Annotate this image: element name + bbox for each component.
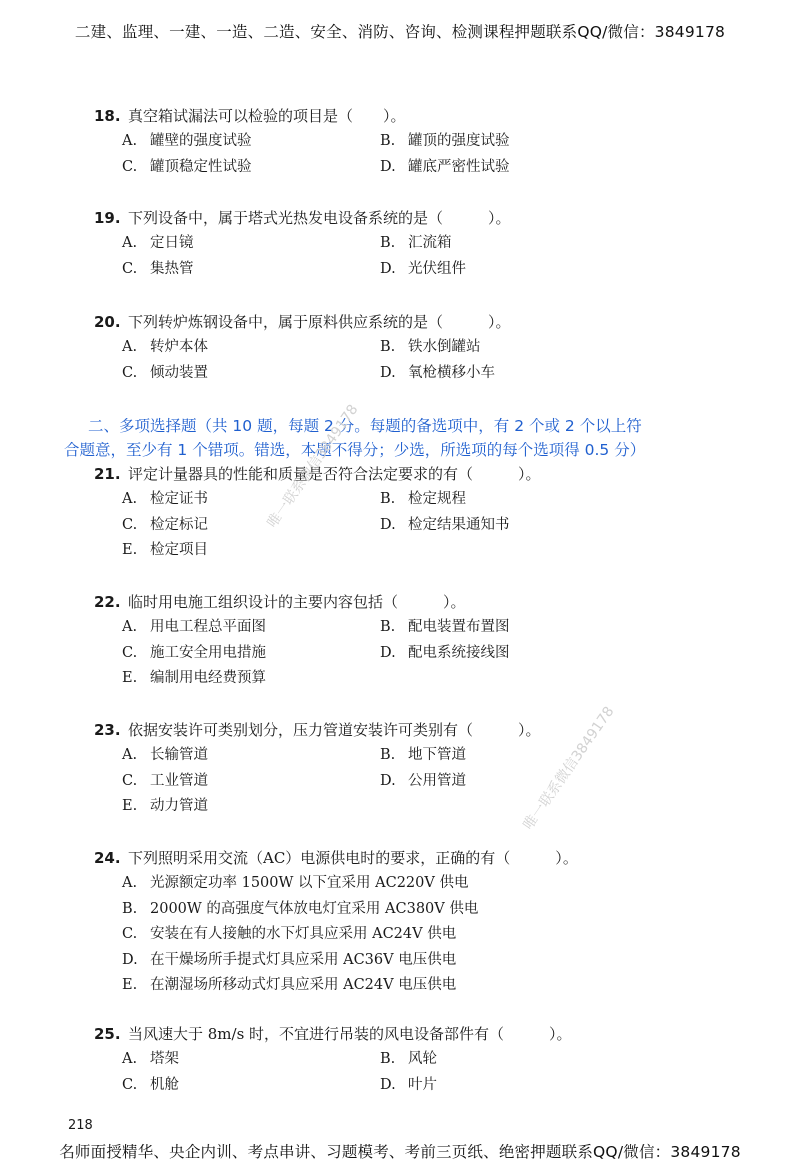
question-text: 下列转炉炼钢设备中，属于原料供应系统的是（ ）。	[128, 313, 511, 331]
question-number: 22.	[94, 593, 121, 611]
option-a	[122, 615, 380, 641]
option-key: B.	[380, 235, 396, 251]
option-text: 光源额定功率 1500W 以下宜采用 AC220V 供电	[150, 875, 469, 891]
option-key: A.	[122, 1051, 138, 1067]
option-e	[122, 666, 380, 692]
question-21	[94, 462, 734, 564]
option-text: 施工安全用电措施	[150, 644, 266, 661]
option-text: 检定结果通知书	[408, 516, 510, 533]
option-b	[380, 615, 638, 641]
option-b	[380, 129, 638, 155]
option-a	[122, 335, 380, 361]
option-key: D.	[380, 260, 396, 277]
option-key: C.	[122, 926, 138, 942]
question-text: 真空箱试漏法可以检验的项目是（ ）。	[128, 107, 406, 125]
option-text: 叶片	[408, 1076, 437, 1093]
question-24	[94, 846, 734, 999]
option-text: 塔架	[150, 1051, 179, 1067]
option-key: E.	[122, 670, 138, 686]
option-key: A.	[122, 339, 138, 355]
option-key: B.	[380, 1051, 396, 1067]
question-22	[94, 590, 734, 692]
option-key: D.	[380, 772, 396, 789]
option-key: B.	[380, 619, 396, 635]
option-key: A.	[122, 875, 138, 891]
option-key: C.	[122, 772, 138, 789]
question-23	[94, 718, 734, 820]
option-list	[122, 231, 734, 282]
question-20	[94, 310, 734, 386]
question-25	[94, 1022, 734, 1098]
option-text: 地下管道	[408, 747, 466, 763]
option-key: B.	[380, 339, 396, 355]
question-text: 下列照明采用交流（AC）电源供电时的要求，正确的有（ ）。	[128, 849, 578, 867]
option-key: E.	[122, 542, 138, 558]
question-number: 23.	[94, 721, 121, 739]
option-text: 安装在有人接触的水下灯具应采用 AC24V 供电	[150, 926, 457, 942]
option-d	[380, 513, 638, 539]
question-stem	[94, 1022, 734, 1047]
option-a	[122, 129, 380, 155]
option-a	[122, 743, 380, 769]
option-d	[380, 1073, 638, 1099]
option-b	[380, 1047, 638, 1073]
option-text: 检定规程	[408, 491, 466, 507]
option-list	[122, 1047, 734, 1098]
option-a	[122, 487, 380, 513]
question-text: 评定计量器具的性能和质量是否符合法定要求的有（ ）。	[128, 465, 541, 483]
option-key: C.	[122, 644, 138, 661]
option-text: 风轮	[408, 1051, 437, 1067]
option-d	[122, 948, 642, 974]
option-key: D.	[380, 516, 396, 533]
option-key: D.	[380, 158, 396, 175]
option-list	[122, 743, 734, 820]
option-list	[122, 487, 734, 564]
option-text: 在潮湿场所移动式灯具应采用 AC24V 电压供电	[150, 977, 457, 993]
option-list	[122, 615, 734, 692]
option-text: 铁水倒罐站	[408, 339, 481, 355]
question-text: 当风速大于 8m/s 时，不宜进行吊装的风电设备部件有（ ）。	[128, 1025, 572, 1043]
question-stem	[94, 104, 734, 129]
option-d	[380, 641, 638, 667]
footer-banner: 名师面授精华、央企内训、考点串讲、习题模考、考前三页纸、绝密押题联系QQ/微信：3849178	[59, 1143, 741, 1161]
option-text: 检定证书	[150, 491, 208, 507]
option-c	[122, 361, 380, 387]
question-19	[94, 206, 734, 282]
option-key: B.	[122, 900, 138, 917]
option-text: 配电系统接线图	[408, 644, 510, 661]
option-d	[380, 361, 638, 387]
option-c	[122, 769, 380, 795]
option-key: B.	[380, 491, 396, 507]
option-d	[380, 257, 638, 283]
option-text: 动力管道	[150, 798, 208, 814]
option-key: A.	[122, 133, 138, 149]
option-text: 编制用电经费预算	[150, 670, 266, 686]
question-number: 18.	[94, 107, 121, 125]
option-text: 罐顶的强度试验	[408, 133, 510, 149]
option-c	[122, 155, 380, 181]
option-c	[122, 257, 380, 283]
question-stem	[94, 846, 734, 871]
option-list	[122, 129, 734, 180]
option-key: B.	[380, 133, 396, 149]
option-key: E.	[122, 977, 138, 993]
option-key: C.	[122, 158, 138, 175]
option-key: C.	[122, 516, 138, 533]
option-text: 长输管道	[150, 747, 208, 763]
option-c	[122, 922, 642, 948]
question-18	[94, 104, 734, 180]
option-b	[380, 231, 638, 257]
option-c	[122, 513, 380, 539]
option-text: 机舱	[150, 1076, 179, 1093]
option-key: C.	[122, 1076, 138, 1093]
option-c	[122, 641, 380, 667]
option-text: 在干燥场所手提式灯具应采用 AC36V 电压供电	[150, 951, 457, 968]
watermark: 唯一联系微信3849178	[520, 703, 618, 833]
option-b	[380, 743, 638, 769]
option-key: B.	[380, 747, 396, 763]
page-number: 218	[68, 1118, 93, 1133]
option-a	[122, 1047, 380, 1073]
question-number: 20.	[94, 313, 121, 331]
header-banner: 二建、监理、一建、一造、二造、安全、消防、咨询、检测课程押题联系QQ/微信：3849178	[74, 23, 726, 41]
question-number: 21.	[94, 465, 121, 483]
section-heading-line-1: 二、多项选择题（共 10 题，每题 2 分。每题的备选项中，有 2 个或 2 个以上符	[88, 417, 642, 435]
option-list	[122, 335, 734, 386]
option-a	[122, 231, 380, 257]
option-text: 倾动装置	[150, 364, 208, 381]
option-b	[380, 487, 638, 513]
option-text: 定日镜	[150, 235, 194, 251]
question-number: 19.	[94, 209, 121, 227]
option-d	[380, 155, 638, 181]
question-text: 依据安装许可类别划分，压力管道安装许可类别有（ ）。	[128, 721, 541, 739]
option-text: 检定标记	[150, 516, 208, 533]
option-text: 配电装置布置图	[408, 619, 510, 635]
option-text: 检定项目	[150, 542, 208, 558]
option-key: C.	[122, 364, 138, 381]
option-text: 汇流箱	[408, 235, 452, 251]
option-key: C.	[122, 260, 138, 277]
watermark: 唯一联系微信3849178	[264, 401, 362, 531]
option-e	[122, 538, 380, 564]
section-heading	[64, 414, 724, 462]
option-a	[122, 871, 642, 897]
question-stem	[94, 590, 734, 615]
option-text: 工业管道	[150, 772, 208, 789]
option-text: 光伏组件	[408, 260, 466, 277]
option-c	[122, 1073, 380, 1099]
option-text: 罐顶稳定性试验	[150, 158, 252, 175]
question-number: 25.	[94, 1025, 121, 1043]
option-text: 公用管道	[408, 772, 466, 789]
option-key: A.	[122, 235, 138, 251]
option-text: 氧枪横移小车	[408, 364, 495, 381]
option-b	[380, 335, 638, 361]
option-e	[122, 794, 380, 820]
option-key: E.	[122, 798, 138, 814]
option-key: A.	[122, 747, 138, 763]
question-stem	[94, 462, 734, 487]
option-key: D.	[122, 951, 138, 968]
option-key: A.	[122, 619, 138, 635]
question-stem	[94, 206, 734, 231]
option-text: 罐壁的强度试验	[150, 133, 252, 149]
option-text: 2000W 的高强度气体放电灯宜采用 AC380V 供电	[150, 900, 479, 917]
option-key: D.	[380, 364, 396, 381]
option-key: D.	[380, 1076, 396, 1093]
option-text: 集热管	[150, 260, 194, 277]
option-text: 罐底严密性试验	[408, 158, 510, 175]
option-e	[122, 973, 642, 999]
option-b	[122, 897, 642, 923]
section-heading-line-2: 合题意，至少有 1 个错项。错选，本题不得分；少选，所选项的每个选项得 0.5 分）	[64, 441, 646, 459]
option-key: D.	[380, 644, 396, 661]
question-stem	[94, 718, 734, 743]
question-number: 24.	[94, 849, 121, 867]
question-text: 下列设备中，属于塔式光热发电设备系统的是（ ）。	[128, 209, 511, 227]
option-text: 用电工程总平面图	[150, 619, 266, 635]
option-list	[122, 871, 734, 999]
question-stem	[94, 310, 734, 335]
option-text: 转炉本体	[150, 339, 208, 355]
question-text: 临时用电施工组织设计的主要内容包括（ ）。	[128, 593, 466, 611]
option-d	[380, 769, 638, 795]
option-key: A.	[122, 491, 138, 507]
